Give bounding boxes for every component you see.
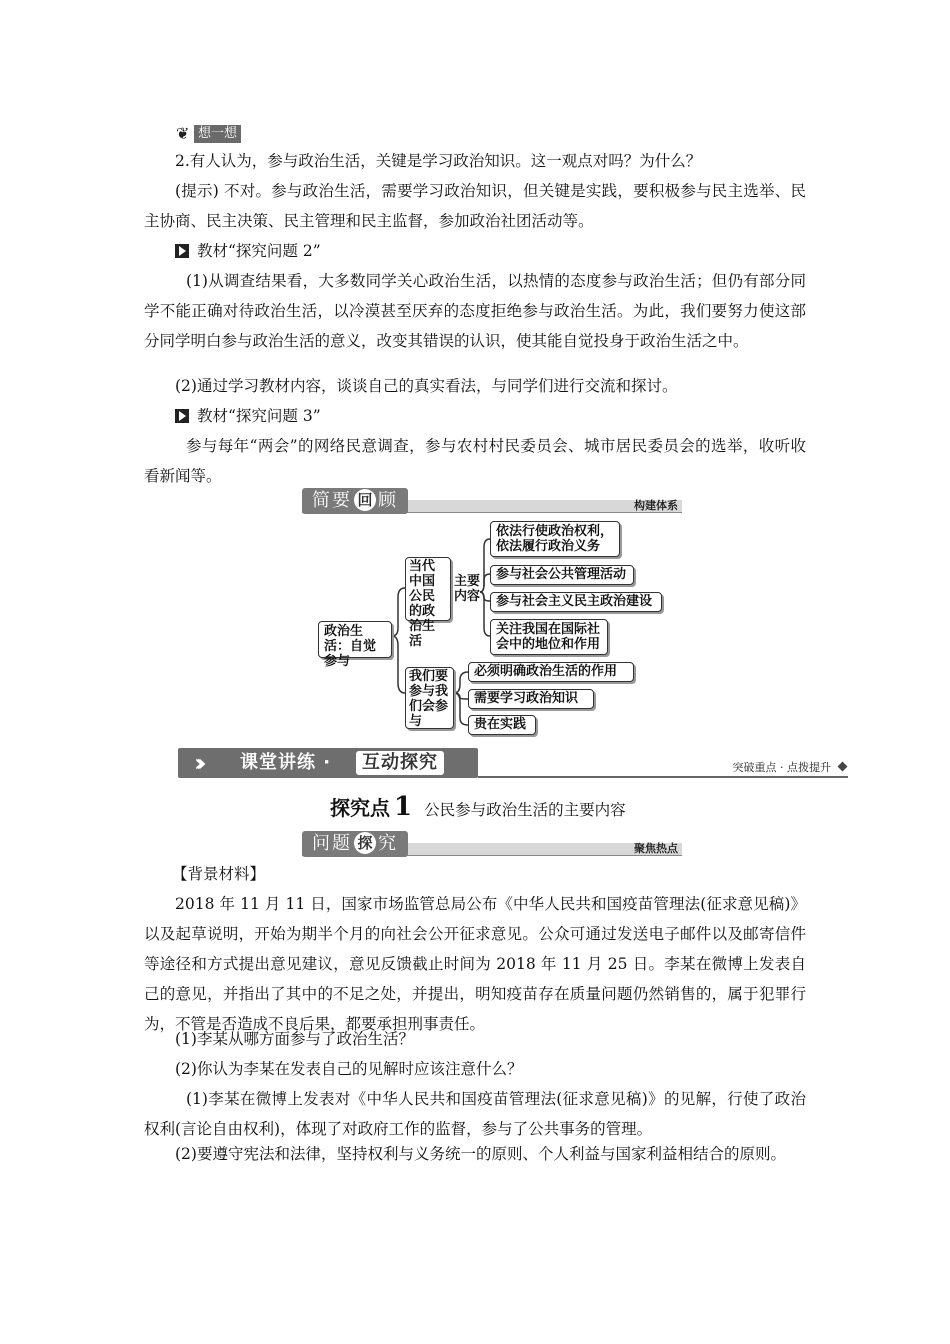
classroom-title-1: 课堂讲练 · [240, 752, 332, 773]
diagram-branch-2: 我们要参与我们会参与 [405, 667, 454, 729]
question-2b: (2)你认为李某在发表自己的见解时应该注意什么？ [175, 1060, 523, 1078]
play-triangle-icon [175, 409, 189, 423]
diagram-item-1-2: 参与社会公共管理活动 [490, 565, 634, 585]
problem-title: 问题 探 究 [302, 831, 408, 857]
tip-answer: (提示) 不对。参与政治生活，需要学习政治知识，但关键是实践，要积极参与民主选举、民主协商、民主决策、民主管理和民主监督，参加政治社团活动等。 [144, 182, 806, 230]
think-label: 想一想 [194, 125, 241, 143]
textbook-label-3: 教材“探究问题 3” [197, 407, 321, 425]
textbook-marker-3 [175, 401, 321, 431]
think-badge [176, 124, 241, 144]
question-1: (1)李某从哪方面参与了政治生活？ [175, 1030, 414, 1048]
diagram-root: 政治生活：自觉参与 [318, 621, 392, 658]
review-title: 简要 回 顾 [302, 488, 408, 514]
classroom-banner [178, 748, 848, 782]
explore-title: 公民参与政治生活的主要内容 [424, 801, 626, 819]
leaf-icon: ❦ [176, 124, 190, 143]
answer-2: (2)要遵守宪法和法律，坚持权利与义务统一的原则、个人利益与国家利益相结合的原则。 [175, 1145, 786, 1163]
diagram-item-2-3: 贵在实践 [468, 715, 536, 735]
textbook-label-2: 教材“探究问题 2” [197, 242, 321, 260]
classroom-title-2: 互动探究 [356, 751, 444, 775]
answer-2-1: (1)从调查结果看，大多数同学关心政治生活，以热情的态度参与政治生活；但仍有部分同学不能正确对待政治生活，以冷漠甚至厌弃的态度拒绝参与政治生活。为此，我们要努力使这部分同学明白参与政治生活的意义，改变其错误的认识，使其能自觉投身于政治生活之中。 [144, 272, 806, 350]
textbook-marker-2 [175, 236, 321, 266]
diagram-branch-1-link: 主要内容 [454, 574, 481, 604]
answer-3: 参与每年“两会”的网络民意调查，参与农村村民委员会、城市居民委员会的选举，收听收看新闻等。 [144, 437, 806, 485]
diagram-item-1-3: 参与社会主义民主政治建设 [490, 592, 662, 612]
diagram-item-1-1: 依法行使政治权利，依法履行政治义务 [490, 521, 620, 557]
explore-heading [330, 792, 626, 822]
explore-label: 探究点 [330, 796, 390, 820]
answer-2-2: (2)通过学习教材内容，谈谈自己的真实看法，与同学们进行交流和探讨。 [175, 377, 678, 395]
answer-1: (1)李某在微博上发表对《中华人民共和国疫苗管理法(征求意见稿)》的见解，行使了政治权利(言论自由权利)，体现了对政府工作的监督，参与了公共事务的管理。 [144, 1090, 806, 1138]
background-text: 2018 年 11 月 11 日，国家市场监管总局公布《中华人民共和国疫苗管理法(征求意见稿)》以及起草说明，开始为期半个月的向社会公开征求意见。公众可通过发送电子邮件以及邮寄信件等途径和方式提出意见建议，意见反馈截止时间为 2018 年 11 月 25 日。李某在微博上发表自己的意见，并指出了其中的不足之处，并提出，明知疫苗存在质量问题仍然销售的，属于犯罪行为，不管是否造成不良后果，都要承担刑事责任。 [144, 895, 806, 1033]
play-triangle-icon [175, 244, 189, 258]
chevron-right-icon: ››› [194, 749, 199, 777]
diagram-item-2-2: 需要学习政治知识 [468, 689, 594, 709]
problem-tag: 聚焦热点 [634, 842, 678, 855]
diagram-item-1-4: 关注我国在国际社会中的地位和作用 [490, 619, 608, 655]
question-2: 2.有人认为，参与政治生活，关键是学习政治知识。这一观点对吗？为什么？ [175, 152, 702, 170]
problem-banner [302, 831, 682, 857]
classroom-tag: 突破重点 · 点拨提升 [733, 761, 847, 775]
review-tag: 构建体系 [634, 499, 678, 512]
background-label: 【背景材料】 [172, 865, 266, 883]
diamond-icon [838, 762, 848, 772]
review-banner [302, 488, 682, 514]
diagram-item-2-1: 必须明确政治生活的作用 [468, 662, 634, 682]
diagram-branch-1: 当代中国公民的政治生活 [405, 557, 451, 621]
explore-number: 1 [394, 792, 413, 822]
